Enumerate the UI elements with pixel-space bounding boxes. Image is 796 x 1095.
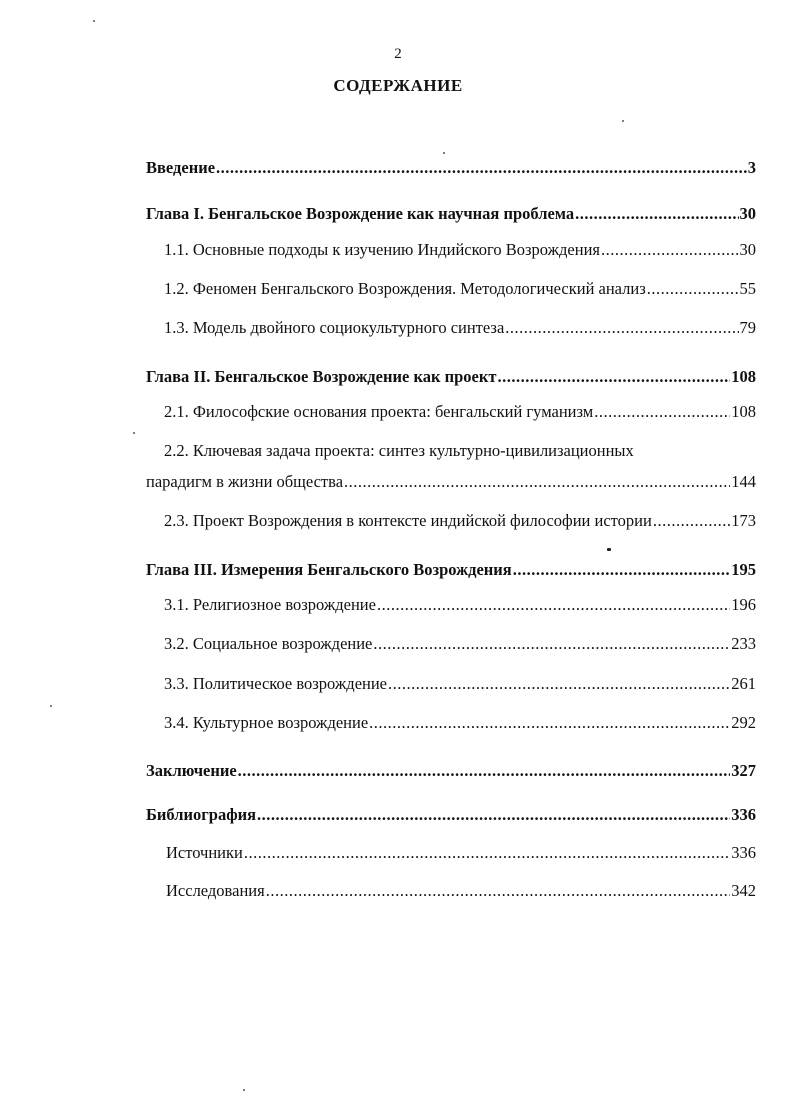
dot-leader [653,511,730,531]
dot-leader [257,805,730,825]
scan-speck [93,20,95,22]
toc-page-number: 108 [731,402,756,421]
dot-leader [575,204,738,224]
toc-entry-label: 1.1. Основные подходы к изучению Индийского Возрождения [164,240,600,259]
toc-page-number: 55 [739,279,756,298]
toc-entry-bibliography [146,805,756,825]
dot-leader [601,240,739,260]
toc-entry-intro [146,158,756,178]
dot-leader [369,713,730,733]
toc-page-number: 336 [731,843,756,862]
toc-page-number: 79 [739,318,756,337]
dot-leader [388,674,730,694]
toc-entry-label: 2.1. Философские основания проекта: бенгальский гуманизм [164,402,594,421]
dot-leader [266,881,731,901]
toc-page-number: 195 [731,560,756,579]
toc-entry-chapter-1 [146,204,756,224]
toc-page-number: 336 [731,805,756,824]
toc-entry-section-3-3 [164,674,756,694]
toc-entry-section-1-2 [164,279,756,299]
toc-entry-label: Заключение [146,761,237,780]
toc-entry-label: парадигм в жизни общества [146,472,344,491]
toc-page-number: 342 [731,881,756,900]
toc-entry-section-3-1 [164,595,756,615]
dot-leader [216,158,747,178]
toc-entry-label: 3.4. Культурное возрождение [164,713,369,732]
toc-entry-chapter-3 [146,560,756,580]
scan-speck [443,152,445,154]
toc-entry-label: Исследования [166,881,265,900]
toc-entry-section-2-2 [146,472,756,492]
scan-speck [607,548,611,551]
toc-page-number: 30 [739,204,756,223]
dot-leader [513,560,731,580]
scan-speck [50,705,52,707]
toc-entry-research [166,881,756,901]
toc-entry-label: Библиография [146,805,257,824]
toc-entry-label: 3.1. Религиозное возрождение [164,595,376,614]
dot-leader [373,634,730,654]
toc-entry-label: 3.3. Политическое возрождение [164,674,387,693]
page-number: 2 [394,46,402,62]
toc-entry-label: Глава III. Измерения Бенгальского Возрождения [146,560,512,579]
dot-leader [244,843,730,863]
toc-page-number: 3 [747,158,756,177]
scan-speck [243,1089,245,1091]
dot-leader [344,472,730,492]
toc-entry-label: Источники [166,843,243,862]
toc-entry-section-1-3 [164,318,756,338]
dot-leader [647,279,739,299]
page-title: СОДЕРЖАНИЕ [333,76,463,95]
dot-leader [594,402,730,422]
toc-entry-section-3-4 [164,713,756,733]
toc-page-number: 292 [731,713,756,732]
toc-entry-label: 2.3. Проект Возрождения в контексте индийской философии истории [164,511,652,530]
toc-entry-label: Введение [146,158,216,177]
scan-speck [622,120,624,122]
toc-page-number: 173 [731,511,756,530]
dot-leader [377,595,730,615]
toc-entry-label: 3.2. Социальное возрождение [164,634,373,653]
toc-entry-label: 1.3. Модель двойного социокультурного синтеза [164,318,505,337]
toc-entry-section-2-2-line1: 2.2. Ключевая задача проекта: синтез культурно-цивилизационных [164,441,634,460]
toc-page-number: 30 [739,240,756,259]
toc-entry-conclusion [146,761,756,781]
toc-entry-sources [166,843,756,863]
toc-entry-label: 1.2. Феномен Бенгальского Возрождения. Методологический анализ [164,279,646,298]
toc-entry-chapter-2 [146,367,756,387]
toc-entry-section-2-1 [164,402,756,422]
dot-leader [505,318,738,338]
toc-page-number: 108 [731,367,756,386]
toc-entry-section-1-1 [164,240,756,260]
toc-page-number: 261 [731,674,756,693]
dot-leader [497,367,730,387]
toc-entry-label: Глава II. Бенгальское Возрождение как проект [146,367,497,386]
toc-entry-label: Глава I. Бенгальское Возрождение как научная проблема [146,204,575,223]
toc-entry-section-2-3 [164,511,756,531]
toc-page-number: 144 [731,472,756,491]
toc-page-number: 327 [731,761,756,780]
toc-page-number: 233 [731,634,756,653]
toc-entry-section-3-2 [164,634,756,654]
scan-speck [133,432,135,434]
dot-leader [238,761,731,781]
toc-page-number: 196 [731,595,756,614]
